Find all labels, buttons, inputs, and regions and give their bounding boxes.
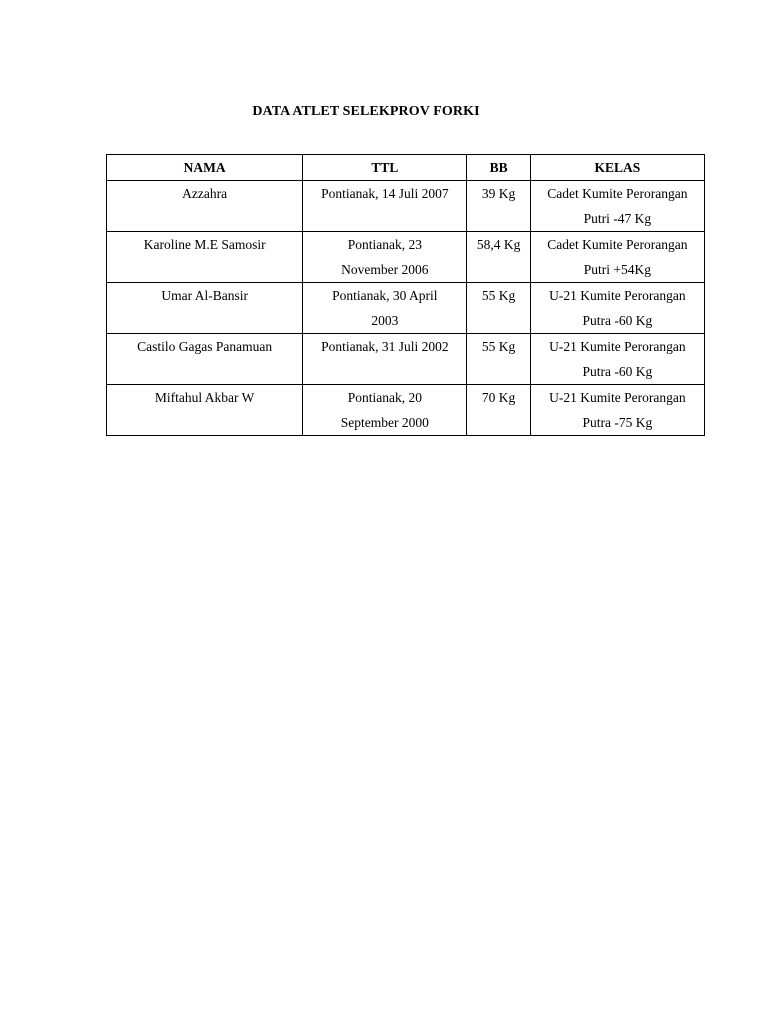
cell-bb: 55 Kg <box>467 283 530 334</box>
kelas-line: Putra -60 Kg <box>582 313 653 328</box>
table-row <box>107 232 705 283</box>
table-row <box>107 385 705 436</box>
cell-kelas <box>530 334 704 385</box>
header-kelas: KELAS <box>530 155 704 181</box>
header-bb: BB <box>467 155 530 181</box>
kelas-line: Cadet Kumite Perorangan <box>547 237 688 252</box>
ttl-line: Pontianak, 14 Juli 2007 <box>321 186 449 201</box>
kelas-line: Putri +54Kg <box>583 262 652 277</box>
kelas-line: Putri -47 Kg <box>583 211 652 226</box>
ttl-line: Pontianak, 20 <box>347 390 422 405</box>
cell-ttl <box>303 232 467 283</box>
cell-nama: Castilo Gagas Panamuan <box>107 334 303 385</box>
table-header-row <box>107 155 705 181</box>
cell-nama: Umar Al-Bansir <box>107 283 303 334</box>
kelas-line: U-21 Kumite Perorangan <box>549 390 686 405</box>
cell-ttl <box>303 283 467 334</box>
cell-nama: Azzahra <box>107 181 303 232</box>
cell-kelas <box>530 181 704 232</box>
header-nama: NAMA <box>107 155 303 181</box>
table-row <box>107 181 705 232</box>
table-row <box>107 334 705 385</box>
cell-nama: Miftahul Akbar W <box>107 385 303 436</box>
cell-ttl <box>303 334 467 385</box>
cell-ttl <box>303 181 467 232</box>
cell-bb: 70 Kg <box>467 385 530 436</box>
kelas-line: U-21 Kumite Perorangan <box>549 288 686 303</box>
athlete-table <box>106 154 705 436</box>
header-ttl: TTL <box>303 155 467 181</box>
cell-bb: 58,4 Kg <box>467 232 530 283</box>
ttl-line: November 2006 <box>341 262 429 277</box>
ttl-line: 2003 <box>371 313 399 328</box>
kelas-line: U-21 Kumite Perorangan <box>549 339 686 354</box>
document-title: DATA ATLET SELEKPROV FORKI <box>252 104 480 119</box>
ttl-line: Pontianak, 30 April <box>332 288 438 303</box>
ttl-line: September 2000 <box>340 415 429 430</box>
kelas-line: Putra -75 Kg <box>582 415 653 430</box>
cell-kelas <box>530 232 704 283</box>
cell-kelas <box>530 283 704 334</box>
ttl-line: Pontianak, 23 <box>347 237 422 252</box>
cell-ttl <box>303 385 467 436</box>
kelas-line: Cadet Kumite Perorangan <box>547 186 688 201</box>
table-row <box>107 283 705 334</box>
cell-kelas <box>530 385 704 436</box>
cell-bb: 55 Kg <box>467 334 530 385</box>
cell-nama: Karoline M.E Samosir <box>107 232 303 283</box>
cell-bb: 39 Kg <box>467 181 530 232</box>
kelas-line: Putra -60 Kg <box>582 364 653 379</box>
ttl-line: Pontianak, 31 Juli 2002 <box>321 339 449 354</box>
